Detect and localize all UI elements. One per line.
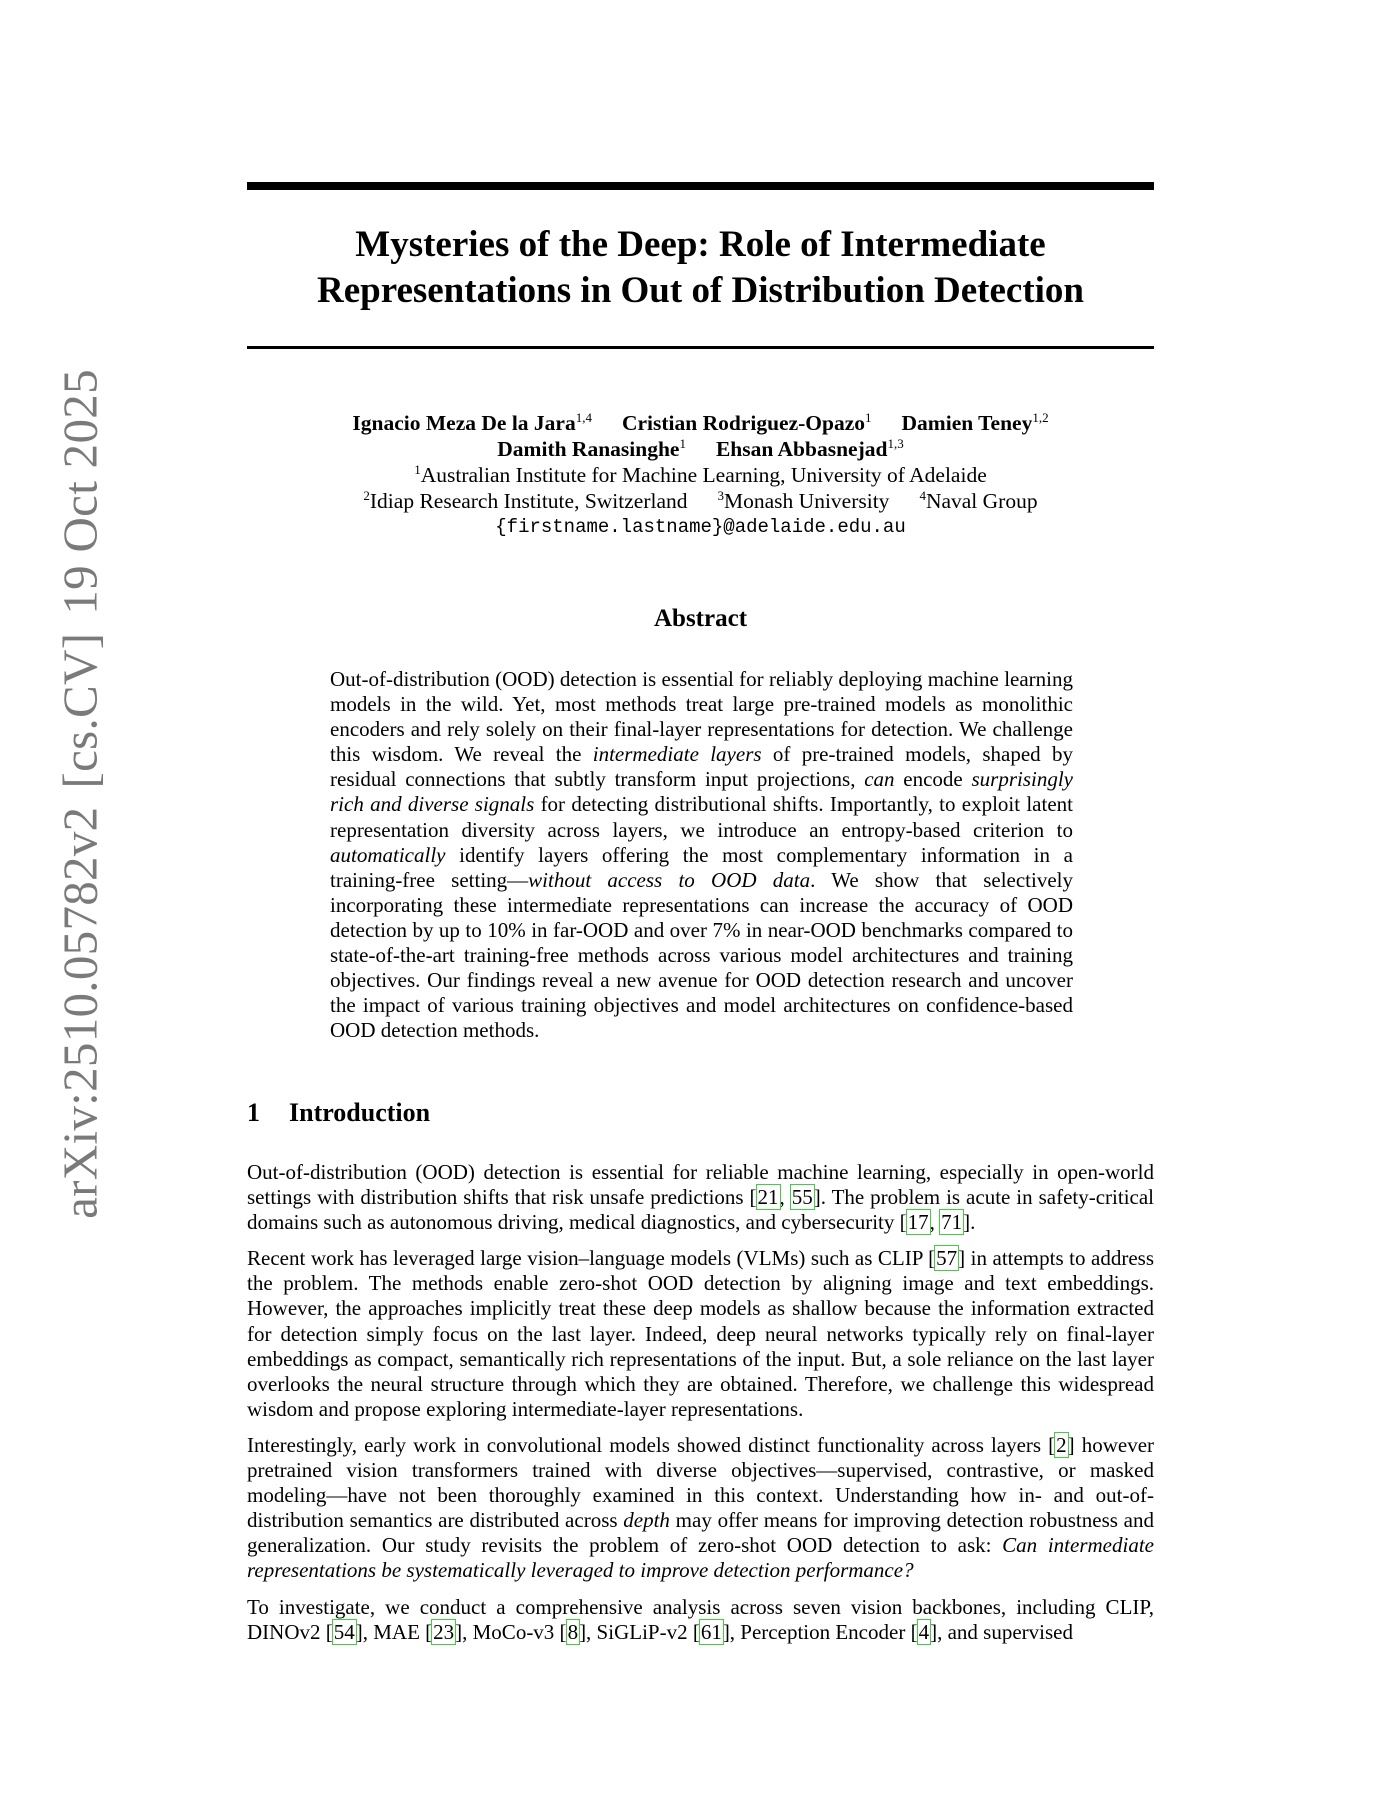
affiliation-mark: 3 [717, 488, 725, 503]
abstract-heading: Abstract [653, 605, 748, 632]
citation-link[interactable]: 2 [1056, 1432, 1067, 1457]
citation-link[interactable]: 4 [918, 1619, 930, 1644]
citation-link[interactable]: 17 [907, 1210, 929, 1235]
citation-link[interactable]: 21 [757, 1185, 779, 1210]
title-line-1: Mysteries of the Deep: Role of Intermediate [355, 224, 1046, 265]
author-line-2 [247, 436, 1154, 462]
paragraph: Recent work has leveraged large vision–language models (VLMs) such as CLIP [57] in attempts to address the problem. The methods enable zero-shot OOD detection by aligning image and text embeddings. However, the approaches implicitly treat these deep models as shallow because the information extracted for detection simply focus on the last layer. Indeed, deep neural networks typically rely on final-layer embeddings as compact, semantically rich representations of the input. But, a sole reliance on the last layer overlooks the neural structure through which they are obtained. Therefore, we challenge this widespread wisdom and propose exploring intermediate-layer representations. [247, 1246, 1154, 1421]
author-affiliation-mark: 1 [679, 436, 686, 451]
arxiv-id: arXiv:2510.05782v2 [52, 806, 108, 1219]
affiliation-name: Idiap Research Institute, Switzerland [369, 489, 688, 513]
title-bottom-rule [247, 346, 1154, 349]
abstract-emphasis: surprisingly rich and diverse signals [330, 767, 1073, 817]
paragraph: Interestingly, early work in convolutional models showed distinct functionality across layers [2] however pretrained vision transformers trained with diverse objectives—supervised, contrastive, or masked modeling—have not been thoroughly examined in this context. Understanding how in- and out-of-distribution semantics are distributed across depth may offer means for improving detection robustness and generalization. Our study revisits the problem of zero-shot OOD detection to ask: Can intermediate representations be systematically leveraged to improve detection performance? [247, 1432, 1155, 1583]
author-affiliation-mark: 1,3 [887, 436, 904, 451]
author-email: {firstname.lastname}@adelaide.edu.au [495, 516, 906, 538]
citation-link[interactable]: 8 [567, 1619, 579, 1644]
section-number: 1 [247, 1098, 260, 1127]
author-name: Cristian Rodriguez-Opazo [621, 411, 866, 435]
affiliation-line-1 [247, 462, 1154, 488]
citation-link[interactable]: 55 [791, 1185, 813, 1210]
citation-link[interactable]: 23 [433, 1619, 455, 1644]
author-name: Ignacio Meza De la Jara [352, 411, 576, 435]
citation-link[interactable]: 61 [700, 1619, 722, 1644]
author-affiliation-mark: 1 [865, 410, 872, 425]
emphasis-text: depth [623, 1508, 670, 1533]
citation-link[interactable]: 71 [941, 1210, 963, 1235]
arxiv-date: 19 Oct 2025 [52, 369, 108, 615]
abstract-emphasis: automatically [330, 842, 446, 867]
introduction-body [247, 1160, 1154, 1656]
abstract-body: Out-of-distribution (OOD) detection is essential for reliably deploying machine learning models in the wild. Yet, most methods treat large pre-trained models as monolithic encoders and rely solely on their final-layer representations for detection. We challenge this wisdom. We reveal the intermediate layers of pre-trained models, shaped by residual connections that subtly transform input projections, can encode surprisingly rich and diverse signals for detecting distributional shifts. Importantly, to exploit latent representation diversity across layers, we introduce an entropy-based criterion to automatically identify layers offering the most complementary information in a training-free setting—without access to OOD data. We show that selectively incorporating these intermediate representations can increase the accuracy of OOD detection by up to 10% in far-OOD and over 7% in near-OOD benchmarks compared to state-of-the-art training-free methods across various model architectures and training objectives. Our findings reveal a new avenue for OOD detection research and uncover the impact of various training objectives and model architectures on confidence-based OOD detection methods. [330, 667, 1074, 1043]
arxiv-identifier [52, 351, 109, 1219]
affiliation-name: Monash University [724, 489, 890, 513]
author-name: Ehsan Abbasnejad [715, 437, 888, 461]
abstract-emphasis: intermediate layers [592, 742, 762, 767]
affiliation-line-2 [247, 488, 1154, 514]
paragraph: Out-of-distribution (OOD) detection is essential for reliable machine learning, especially in open-world settings with distribution shifts that risk unsafe predictions [21, 55]. The problem is acute in safety-critical domains such as autonomous driving, medical diagnostics, and cybersecurity [17, 71]. [247, 1160, 1155, 1235]
affiliation-name: Australian Institute for Machine Learning, University of Adelaide [420, 463, 987, 487]
abstract-emphasis: can [864, 767, 895, 792]
affiliation-mark: 4 [919, 488, 926, 503]
author-affiliation-mark: 1,2 [1032, 410, 1049, 425]
arxiv-category: [cs.CV] [52, 632, 108, 789]
affiliation-mark: 1 [414, 462, 421, 477]
affiliation-mark: 2 [363, 488, 370, 503]
author-name: Damith Ranasinghe [497, 437, 680, 461]
author-line-1 [247, 410, 1154, 436]
section-title: Introduction [289, 1098, 431, 1127]
abstract-emphasis: without access to OOD data [528, 867, 811, 892]
section-heading-introduction [247, 1098, 430, 1128]
research-question: Can intermediate representations be systematically leveraged to improve detection performance? [247, 1533, 1154, 1583]
affiliation-name: Naval Group [925, 489, 1038, 513]
title-line-2: Representations in Out of Distribution Detection [316, 270, 1085, 311]
citation-link[interactable]: 54 [333, 1619, 355, 1644]
author-name: Damien Teney [901, 411, 1033, 435]
paragraph: To investigate, we conduct a comprehensive analysis across seven vision backbones, including CLIP, DINOv2 [54], MAE [23], MoCo-v3 [8], SiGLiP-v2 [61], Perception Encoder [4], and supervised [247, 1594, 1154, 1644]
paper-title [247, 222, 1154, 314]
title-top-rule [247, 182, 1154, 190]
author-block [247, 410, 1154, 540]
citation-link[interactable]: 57 [936, 1246, 958, 1271]
author-affiliation-mark: 1,4 [575, 410, 592, 425]
